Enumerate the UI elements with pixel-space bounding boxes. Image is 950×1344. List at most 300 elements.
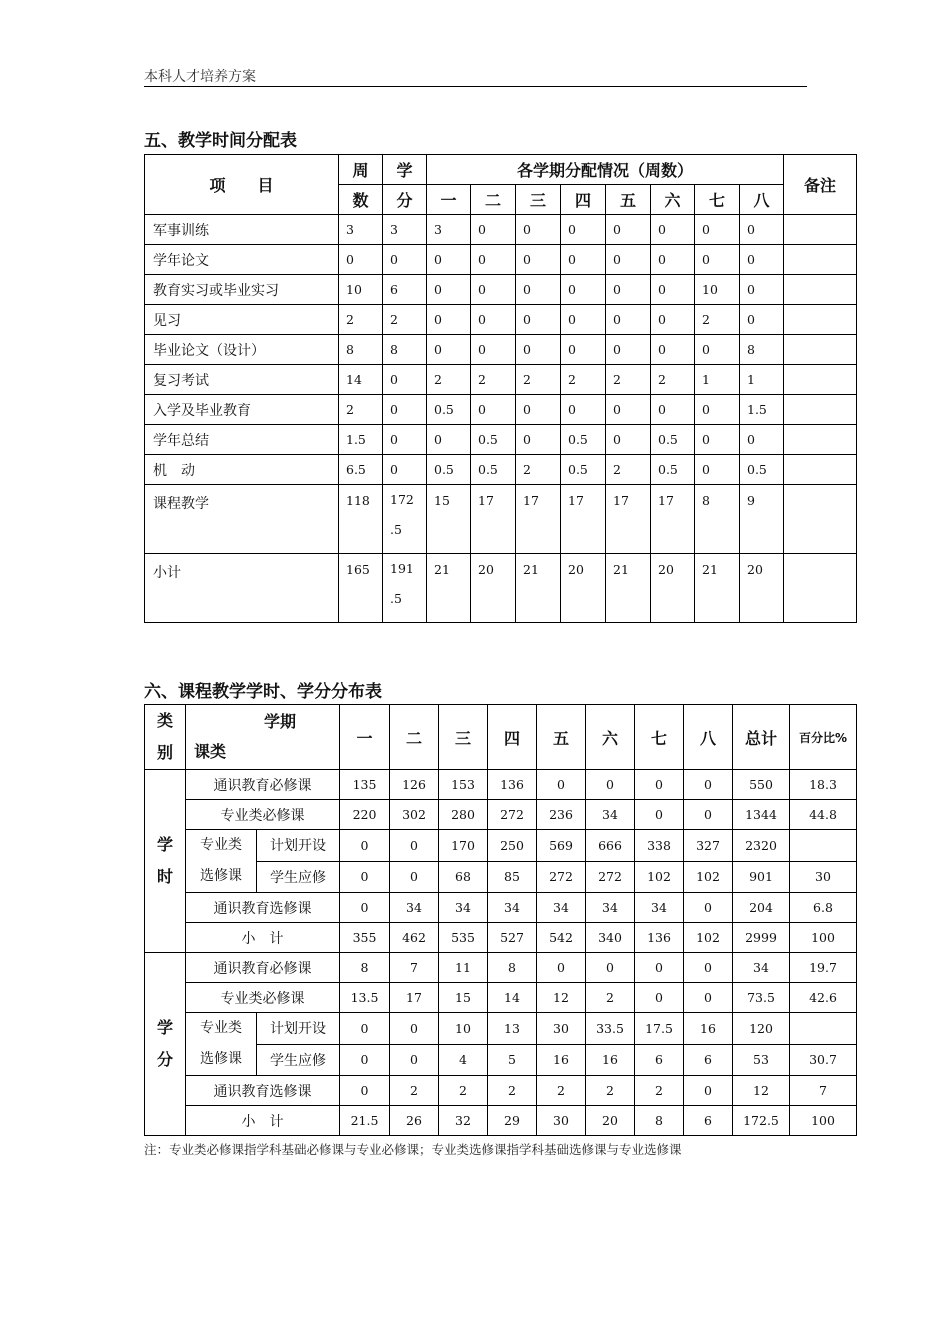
header-term: 三 <box>516 185 561 215</box>
remarks-cell <box>784 335 857 365</box>
value-cell: 220 <box>340 800 390 830</box>
remarks-cell <box>784 395 857 425</box>
term-cell: 0 <box>740 275 784 305</box>
value-cell: 327 <box>684 830 733 862</box>
row-label: 通识教育选修课 <box>186 893 340 923</box>
elective-label-part: 专业类 <box>200 1020 242 1036</box>
remarks-cell <box>784 365 857 395</box>
weeks-cell: 2 <box>339 395 383 425</box>
term-cell: 0 <box>606 215 651 245</box>
credits-cell: 0 <box>383 365 427 395</box>
term-cell: 0.5 <box>561 425 606 455</box>
value-cell: 34 <box>439 893 488 923</box>
table-row <box>145 245 857 275</box>
term-cell: 0 <box>561 305 606 335</box>
term-cell: 0.5 <box>651 455 695 485</box>
term-cell: 0 <box>561 275 606 305</box>
term-cell: 0 <box>606 395 651 425</box>
value-cell: 136 <box>488 770 537 800</box>
value-cell: 126 <box>390 770 439 800</box>
weeks-cell: 0 <box>339 245 383 275</box>
term-cell: 0 <box>561 215 606 245</box>
category-char: 时 <box>156 867 173 886</box>
term-cell: 8 <box>695 485 740 554</box>
value-cell: 0 <box>390 830 439 862</box>
term-cell: 0 <box>606 245 651 275</box>
value-cell: 17.5 <box>635 1013 684 1045</box>
credits-cell: 0 <box>383 245 427 275</box>
term-cell: 17 <box>516 485 561 554</box>
term-cell: 1 <box>695 365 740 395</box>
table-row <box>145 425 857 455</box>
value-cell: 236 <box>537 800 586 830</box>
value-cell: 30 <box>790 861 857 893</box>
value-cell: 338 <box>635 830 684 862</box>
term-cell: 0 <box>427 275 471 305</box>
credits-cell: 8 <box>383 335 427 365</box>
row-label: 通识教育必修课 <box>186 770 340 800</box>
credits-cell: 0 <box>383 425 427 455</box>
value-cell: 0 <box>684 770 733 800</box>
value-cell: 7 <box>390 953 439 983</box>
term-cell: 21 <box>606 554 651 623</box>
table-row <box>145 830 857 862</box>
value-cell: 21.5 <box>340 1106 390 1136</box>
term-cell: 0 <box>695 245 740 275</box>
value-cell: 2 <box>537 1076 586 1106</box>
value-cell: 73.5 <box>733 983 790 1013</box>
term-cell: 0 <box>695 215 740 245</box>
value-cell: 15 <box>439 983 488 1013</box>
value-cell: 33.5 <box>586 1013 635 1045</box>
credits-category-cell <box>145 953 186 1136</box>
value-cell: 0 <box>390 1013 439 1045</box>
value-cell: 0 <box>684 983 733 1013</box>
term-cell: 2 <box>651 365 695 395</box>
term-cell: 20 <box>561 554 606 623</box>
category-char: 分 <box>156 1050 173 1069</box>
value-cell: 34 <box>537 893 586 923</box>
term-cell: 2 <box>516 455 561 485</box>
header-category <box>145 705 186 770</box>
row-label: 学生应修 <box>257 861 340 893</box>
term-cell: 10 <box>695 275 740 305</box>
category-char: 学 <box>156 1018 173 1037</box>
term-cell: 0 <box>740 305 784 335</box>
term-cell: 0 <box>740 245 784 275</box>
credits-cell: 3 <box>383 215 427 245</box>
row-label: 学生应修 <box>257 1044 340 1076</box>
value-cell: 19.7 <box>790 953 857 983</box>
header-term: 六 <box>586 705 635 770</box>
value-cell: 34 <box>586 800 635 830</box>
header-credits-top: 学 <box>383 155 427 185</box>
table-row <box>145 1106 857 1136</box>
remarks-cell <box>784 215 857 245</box>
section5-title: 五、教学时间分配表 <box>144 131 297 151</box>
value-cell: 0 <box>340 830 390 862</box>
weeks-cell: 165 <box>339 554 383 623</box>
elective-label-part: 选修课 <box>200 868 242 884</box>
weeks-cell: 8 <box>339 335 383 365</box>
value-cell: 2 <box>635 1076 684 1106</box>
term-cell: 0 <box>516 305 561 335</box>
term-cell: 20 <box>471 554 516 623</box>
weeks-cell: 2 <box>339 305 383 335</box>
table-row <box>145 485 857 554</box>
value-cell: 2 <box>439 1076 488 1106</box>
elective-label-part: 专业类 <box>200 837 242 853</box>
term-cell: 17 <box>651 485 695 554</box>
term-cell: 0 <box>606 425 651 455</box>
value-cell: 204 <box>733 893 790 923</box>
term-cell: 20 <box>740 554 784 623</box>
value-cell: 10 <box>439 1013 488 1045</box>
term-cell: 0 <box>427 305 471 335</box>
page-header: 本科人才培养方案 <box>144 69 256 85</box>
term-cell: 0 <box>561 245 606 275</box>
header-weeks-bottom: 数 <box>339 185 383 215</box>
header-distribution: 各学期分配情况（周数） <box>427 155 784 185</box>
credits-cell <box>383 485 427 554</box>
value-cell: 0 <box>340 861 390 893</box>
credits-cell: 2 <box>383 305 427 335</box>
term-cell: 0 <box>516 215 561 245</box>
value-cell: 0 <box>635 983 684 1013</box>
row-label: 学年总结 <box>145 425 339 455</box>
value-cell: 0 <box>340 1013 390 1045</box>
value-cell: 340 <box>586 923 635 953</box>
term-cell: 0.5 <box>561 455 606 485</box>
value-cell: 2 <box>586 1076 635 1106</box>
header-category-top: 类 <box>156 711 173 730</box>
value-cell: 2999 <box>733 923 790 953</box>
row-label: 计划开设 <box>257 830 340 862</box>
row-label: 学年论文 <box>145 245 339 275</box>
value-cell: 550 <box>733 770 790 800</box>
credits-cell: 0 <box>383 395 427 425</box>
row-label: 课程教学 <box>145 485 339 554</box>
value-cell: 8 <box>635 1106 684 1136</box>
term-cell: 1.5 <box>740 395 784 425</box>
term-cell: 0 <box>561 335 606 365</box>
row-label: 计划开设 <box>257 1013 340 1045</box>
term-cell: 0 <box>471 395 516 425</box>
term-cell: 17 <box>606 485 651 554</box>
term-cell: 2 <box>427 365 471 395</box>
table-row <box>145 395 857 425</box>
hours-category-cell <box>145 770 186 953</box>
value-cell: 53 <box>733 1044 790 1076</box>
term-cell: 3 <box>427 215 471 245</box>
table-row <box>145 365 857 395</box>
value-cell: 102 <box>684 861 733 893</box>
value-cell: 18.3 <box>790 770 857 800</box>
value-cell <box>790 1013 857 1045</box>
term-cell: 17 <box>561 485 606 554</box>
term-cell: 0 <box>427 425 471 455</box>
header-term: 六 <box>651 185 695 215</box>
header-term: 三 <box>439 705 488 770</box>
remarks-cell <box>784 485 857 554</box>
term-cell: 0.5 <box>427 395 471 425</box>
term-cell: 0 <box>471 215 516 245</box>
value-cell: 7 <box>790 1076 857 1106</box>
value-cell: 5 <box>488 1044 537 1076</box>
remarks-cell <box>784 275 857 305</box>
value-cell: 120 <box>733 1013 790 1045</box>
value-cell: 26 <box>390 1106 439 1136</box>
table-row <box>145 1076 857 1106</box>
value-cell: 527 <box>488 923 537 953</box>
term-cell: 0 <box>651 395 695 425</box>
value-cell: 100 <box>790 923 857 953</box>
value-cell: 42.6 <box>790 983 857 1013</box>
value-cell: 0 <box>635 770 684 800</box>
value-cell: 102 <box>684 923 733 953</box>
row-label: 小 计 <box>186 1106 340 1136</box>
credits-cell: 6 <box>383 275 427 305</box>
value-cell: 0 <box>537 770 586 800</box>
header-term: 五 <box>606 185 651 215</box>
credits-part: .5 <box>390 522 402 537</box>
term-cell: 2 <box>695 305 740 335</box>
credits-part: .5 <box>390 591 402 606</box>
header-credits-bottom: 分 <box>383 185 427 215</box>
table-row <box>145 215 857 245</box>
row-label: 机 动 <box>145 455 339 485</box>
row-label: 通识教育选修课 <box>186 1076 340 1106</box>
term-cell: 0 <box>651 275 695 305</box>
header-rule <box>144 86 807 87</box>
term-cell: 0.5 <box>740 455 784 485</box>
value-cell: 0 <box>635 953 684 983</box>
credits-part: 191 <box>390 561 414 576</box>
value-cell: 280 <box>439 800 488 830</box>
header-term-label: 学期 <box>264 712 297 731</box>
value-cell: 535 <box>439 923 488 953</box>
value-cell: 12 <box>537 983 586 1013</box>
hours-credits-table <box>144 704 857 1136</box>
term-cell: 0.5 <box>471 455 516 485</box>
weeks-cell: 6.5 <box>339 455 383 485</box>
value-cell: 2320 <box>733 830 790 862</box>
remarks-cell <box>784 554 857 623</box>
term-cell: 0.5 <box>651 425 695 455</box>
header-term: 一 <box>427 185 471 215</box>
header-item: 项 目 <box>145 155 339 215</box>
header-remarks: 备注 <box>784 155 857 215</box>
row-label: 专业类必修课 <box>186 800 340 830</box>
table-row <box>145 1013 857 1045</box>
row-label: 教育实习或毕业实习 <box>145 275 339 305</box>
value-cell: 0 <box>684 893 733 923</box>
value-cell: 1344 <box>733 800 790 830</box>
value-cell: 6.8 <box>790 893 857 923</box>
value-cell: 14 <box>488 983 537 1013</box>
weeks-cell: 10 <box>339 275 383 305</box>
value-cell: 2 <box>586 983 635 1013</box>
value-cell: 135 <box>340 770 390 800</box>
header-diagonal-cell <box>186 705 340 770</box>
elective-label-part: 选修课 <box>200 1051 242 1067</box>
value-cell: 30 <box>537 1013 586 1045</box>
value-cell: 12 <box>733 1076 790 1106</box>
value-cell: 901 <box>733 861 790 893</box>
value-cell: 34 <box>733 953 790 983</box>
value-cell: 4 <box>439 1044 488 1076</box>
term-cell: 0 <box>695 455 740 485</box>
value-cell: 34 <box>488 893 537 923</box>
table-row <box>145 554 857 623</box>
value-cell: 16 <box>684 1013 733 1045</box>
value-cell: 30.7 <box>790 1044 857 1076</box>
value-cell: 0 <box>635 800 684 830</box>
value-cell: 0 <box>586 770 635 800</box>
row-label: 见习 <box>145 305 339 335</box>
value-cell: 8 <box>340 953 390 983</box>
category-char: 学 <box>156 835 173 854</box>
table-row <box>145 770 857 800</box>
value-cell: 85 <box>488 861 537 893</box>
row-label: 小 计 <box>186 923 340 953</box>
term-cell: 2 <box>561 365 606 395</box>
header-term: 四 <box>561 185 606 215</box>
value-cell: 100 <box>790 1106 857 1136</box>
elective-group-label <box>186 1013 257 1076</box>
value-cell: 462 <box>390 923 439 953</box>
term-cell: 2 <box>516 365 561 395</box>
row-label: 毕业论文（设计） <box>145 335 339 365</box>
weeks-cell: 3 <box>339 215 383 245</box>
term-cell: 1 <box>740 365 784 395</box>
term-cell: 2 <box>606 365 651 395</box>
row-label: 复习考试 <box>145 365 339 395</box>
term-cell: 21 <box>516 554 561 623</box>
value-cell: 136 <box>635 923 684 953</box>
term-cell: 8 <box>740 335 784 365</box>
table-row <box>145 275 857 305</box>
header-term: 二 <box>390 705 439 770</box>
header-term: 七 <box>695 185 740 215</box>
value-cell: 170 <box>439 830 488 862</box>
term-cell: 0 <box>606 275 651 305</box>
value-cell: 0 <box>537 953 586 983</box>
table-row <box>145 800 857 830</box>
row-label: 专业类必修课 <box>186 983 340 1013</box>
table-row <box>145 893 857 923</box>
weeks-cell: 1.5 <box>339 425 383 455</box>
term-cell: 0 <box>695 335 740 365</box>
term-cell: 0 <box>471 275 516 305</box>
term-cell: 0 <box>651 245 695 275</box>
value-cell: 0 <box>684 800 733 830</box>
value-cell: 569 <box>537 830 586 862</box>
credits-cell <box>383 554 427 623</box>
table-row <box>145 455 857 485</box>
header-term: 八 <box>740 185 784 215</box>
term-cell: 0 <box>516 395 561 425</box>
value-cell: 0 <box>340 1044 390 1076</box>
value-cell: 32 <box>439 1106 488 1136</box>
header-term: 五 <box>537 705 586 770</box>
section6-title: 六、课程教学学时、学分分布表 <box>144 682 382 702</box>
table-row <box>145 923 857 953</box>
term-cell: 21 <box>695 554 740 623</box>
term-cell: 0.5 <box>471 425 516 455</box>
term-cell: 0 <box>695 395 740 425</box>
term-cell: 9 <box>740 485 784 554</box>
term-cell: 0 <box>740 215 784 245</box>
value-cell: 666 <box>586 830 635 862</box>
term-cell: 0 <box>740 425 784 455</box>
value-cell: 16 <box>586 1044 635 1076</box>
term-cell: 17 <box>471 485 516 554</box>
term-cell: 0 <box>471 335 516 365</box>
value-cell: 30 <box>537 1106 586 1136</box>
value-cell: 34 <box>586 893 635 923</box>
term-cell: 0 <box>651 305 695 335</box>
value-cell: 0 <box>340 1076 390 1106</box>
value-cell: 0 <box>684 1076 733 1106</box>
table-row <box>145 983 857 1013</box>
header-weeks-top: 周 <box>339 155 383 185</box>
value-cell: 272 <box>488 800 537 830</box>
table-row <box>145 305 857 335</box>
header-term: 四 <box>488 705 537 770</box>
value-cell: 0 <box>586 953 635 983</box>
term-cell: 0 <box>516 335 561 365</box>
value-cell: 8 <box>488 953 537 983</box>
value-cell: 34 <box>635 893 684 923</box>
term-cell: 0.5 <box>427 455 471 485</box>
elective-group-label <box>186 830 257 893</box>
value-cell: 6 <box>684 1106 733 1136</box>
term-cell: 0 <box>471 245 516 275</box>
row-label: 军事训练 <box>145 215 339 245</box>
value-cell: 272 <box>586 861 635 893</box>
value-cell: 102 <box>635 861 684 893</box>
value-cell: 17 <box>390 983 439 1013</box>
term-cell: 0 <box>471 305 516 335</box>
row-label: 小计 <box>145 554 339 623</box>
value-cell: 13.5 <box>340 983 390 1013</box>
value-cell <box>790 830 857 862</box>
term-cell: 0 <box>695 425 740 455</box>
term-cell: 15 <box>427 485 471 554</box>
remarks-cell <box>784 305 857 335</box>
value-cell: 0 <box>340 893 390 923</box>
value-cell: 250 <box>488 830 537 862</box>
value-cell: 44.8 <box>790 800 857 830</box>
value-cell: 355 <box>340 923 390 953</box>
term-cell: 0 <box>651 215 695 245</box>
term-cell: 0 <box>516 245 561 275</box>
value-cell: 20 <box>586 1106 635 1136</box>
credits-part: 172 <box>390 492 414 507</box>
term-cell: 0 <box>427 245 471 275</box>
header-term: 七 <box>635 705 684 770</box>
value-cell: 34 <box>390 893 439 923</box>
value-cell: 0 <box>684 953 733 983</box>
header-type-label: 课类 <box>194 742 227 761</box>
time-allocation-table <box>144 154 857 623</box>
term-cell: 0 <box>651 335 695 365</box>
term-cell: 0 <box>606 305 651 335</box>
header-percent: 百分比% <box>790 705 857 770</box>
footnote: 注：专业类必修课指学科基础必修课与专业必修课；专业类选修课指学科基础选修课与专业选修课 <box>144 1142 682 1157</box>
table-row <box>145 335 857 365</box>
